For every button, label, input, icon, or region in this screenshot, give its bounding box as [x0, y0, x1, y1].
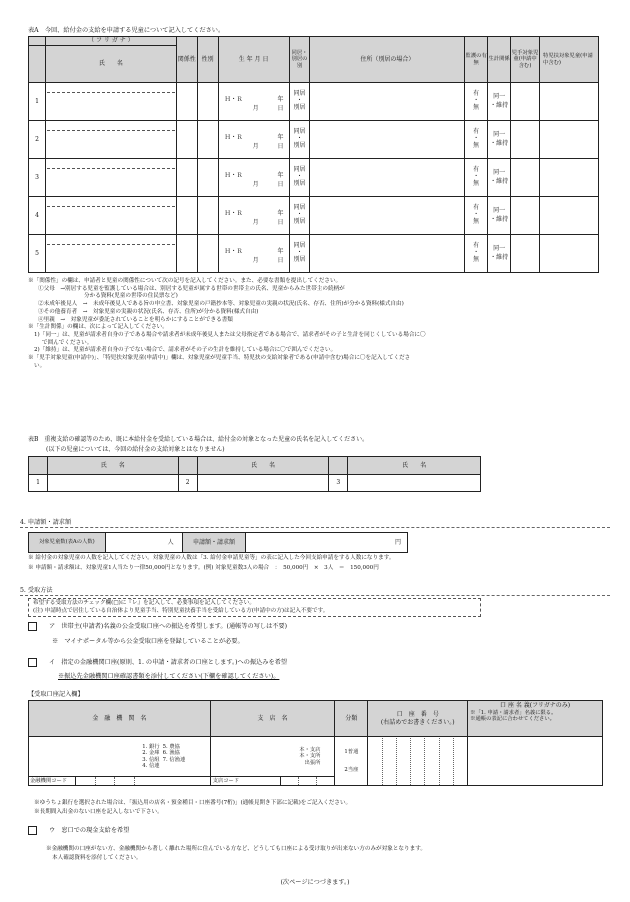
branch-code-field[interactable] [280, 777, 335, 786]
birth-cell[interactable] [218, 197, 289, 235]
child-name-cell[interactable] [45, 83, 176, 121]
year-label: 年 [277, 172, 284, 179]
cohab-same[interactable]: 同居 [293, 204, 306, 212]
account-title: 【受取口座記入欄】 [28, 691, 84, 698]
custody-no[interactable]: 無 [473, 141, 480, 149]
birth-header: 生 年 月 日 [218, 37, 289, 83]
year-label: 年 [277, 96, 284, 103]
livelihood-cell[interactable] [488, 83, 511, 121]
option-u-label: ウ 窓口での現金支給を希望 [48, 827, 130, 834]
note-line: ※「関係性」の欄は、申請者と児童の関係性について次の記号を記入してください。また、必要な書類を提出してください。 [28, 278, 342, 284]
person-unit: 人 [167, 538, 174, 546]
child-allowance-cell[interactable] [511, 159, 540, 197]
acct-type-current[interactable]: 2当座 [344, 767, 359, 773]
cohab-cell[interactable] [289, 121, 310, 159]
amount-label: 申請額・請求額 [182, 533, 246, 553]
cohab-separate[interactable]: 別居 [293, 103, 306, 111]
holder-note: ※「1. 申請・請求者」名義に限る。 [470, 709, 557, 716]
child-name-cell[interactable] [45, 159, 176, 197]
era-label: Ｈ・Ｒ [224, 96, 243, 103]
holder-header: 口 座 名 義(フリガナのみ) [500, 702, 571, 709]
table-a-row [29, 121, 599, 159]
month-label: 月 [252, 105, 259, 112]
child-allowance-header: 児手対象児童(申請中含む) [511, 37, 540, 83]
table-b-subtitle: (以下の児童については、今回の給付金の支給対象とはなりません) [46, 446, 225, 453]
cohab-cell[interactable] [289, 197, 310, 235]
birth-cell[interactable] [218, 83, 289, 121]
bank-type-shinkin[interactable]: 2. 金庫 [142, 750, 160, 757]
option-u [28, 826, 129, 835]
livelihood-same[interactable]: 同一 [493, 131, 506, 139]
custody-no[interactable]: 無 [473, 179, 480, 187]
custody-cell[interactable] [465, 235, 488, 273]
day-label: 日 [277, 181, 284, 188]
birth-cell[interactable] [218, 159, 289, 197]
year-label: 年 [277, 210, 284, 217]
note-line: 1)「同一」は、児童が請求者自身の子である場合や請求者が未成年後見人または父母指定者である場合で、請求者がその子と生計を同じくしている場合に〇 [34, 332, 426, 339]
account-table [28, 700, 603, 786]
instruction-line: (注) 申請時点で居住している自治体より児童手当、特別児童扶養手当を受給している方(申請中の方)は記入不要です。 [33, 607, 329, 614]
month-label: 月 [252, 181, 259, 188]
cohab-dot: ・ [296, 135, 303, 143]
sex-header: 性別 [197, 37, 218, 83]
day-label: 日 [277, 219, 284, 226]
notes-a [28, 278, 608, 371]
address-cell[interactable] [310, 121, 465, 159]
year-label: 年 [277, 134, 284, 141]
note-line: ①父母 →別居する児童を監護している場合は、別居する児童が属する世帯の世帯主の氏名、児童からみた世帯主の続柄が [38, 285, 345, 292]
table-a-row [29, 83, 599, 121]
branch-type-office[interactable]: 本・支所 [299, 753, 321, 760]
note-line: 分かる資料(児童の世帯の住民票など) [84, 293, 178, 300]
bank-type-gyokyo[interactable]: 6. 漁協 [162, 750, 180, 757]
note-line: ※「生計関係」の欄は、次によって記入してください。 [28, 324, 168, 331]
livelihood-same[interactable]: 同一 [493, 93, 506, 101]
custody-yes[interactable]: 有 [473, 128, 480, 136]
number-sub: (右詰めでお書きください。) [380, 718, 455, 726]
note-line: ④里親 → 対象児童が委託されていることを明らかにすることができる書類 [38, 316, 233, 323]
day-label: 日 [277, 143, 284, 150]
bank-type-shingyoren[interactable]: 7. 信漁連 [162, 756, 186, 763]
special-allowance-header: 特児扶対象児童(申請中含む) [540, 37, 599, 83]
long-inactive-note: ※長期間入出金のない口座を記入しないで下さい。 [34, 809, 163, 815]
table-b-num: 3 [329, 475, 348, 492]
custody-cell[interactable] [465, 121, 488, 159]
bank-header: 金 融 機 関 名 [29, 701, 211, 737]
child-allowance-cell[interactable] [511, 121, 540, 159]
amount-field[interactable] [246, 533, 408, 553]
section5-instructions [28, 598, 481, 617]
cohab-cell[interactable] [289, 235, 310, 273]
address-header: 住所（別居の場合） [310, 37, 465, 83]
cohab-separate[interactable]: 別居 [293, 255, 306, 263]
sex-cell[interactable] [197, 197, 218, 235]
era-label: Ｈ・Ｒ [224, 134, 243, 141]
option-a [28, 622, 287, 631]
instruction-line: 希望する受取方法のチェック欄(□)に『レ』を記入して、必要事項を記入してください。 [33, 600, 255, 606]
note-line: 2)「維持」は、児童が請求者自身の子でない場合で、請求者がその子の生計を維持している場合に〇で囲んでください。 [34, 347, 337, 354]
child-allowance-cell[interactable] [511, 235, 540, 273]
table-b-name-cell[interactable] [197, 475, 329, 492]
option-a-note: ※ マイナポータル等から公金受取口座を登録していることが必要。 [52, 638, 244, 645]
custody-dot: ・ [473, 249, 480, 257]
table-b-header: 氏 名 [348, 457, 481, 475]
note-line: で囲んでください。 [42, 339, 93, 346]
note-line: ②未成年後見人 → 未成年後見人である旨の申立書、対象児童の戸籍抄本等、対象児童の実親の状況(氏名、存否、住所)が分かる資料(様式自由) [38, 301, 404, 308]
relation-cell[interactable] [176, 121, 197, 159]
child-name-cell[interactable] [45, 121, 176, 159]
bank-name-field[interactable] [29, 737, 143, 777]
table-b-name-cell[interactable] [348, 475, 481, 492]
table-b [28, 456, 481, 492]
holder-name-field[interactable] [468, 737, 603, 786]
bank-type-nokyo[interactable]: 5. 農協 [162, 743, 180, 750]
custody-no[interactable]: 無 [473, 217, 480, 225]
cohab-same[interactable]: 同居 [293, 90, 306, 98]
branch-code-label: 支店コード [210, 777, 280, 786]
cohab-separate[interactable]: 別居 [293, 217, 306, 225]
row-number: 2 [29, 121, 46, 159]
section4-note2: ※ 申請額・請求額は、対象児童1人当たり一律50,000円となります。(例) 対象児童数3人の場合 ： 50,000円 × 3人 ＝ 150,000円 [28, 565, 379, 571]
relation-header: 関係性 [176, 37, 197, 83]
livelihood-maintain[interactable]: ・維持 [490, 177, 509, 185]
furigana-field[interactable] [47, 235, 175, 245]
footer-continued: (次ページにつづきます。) [280, 879, 350, 886]
table-a-row [29, 159, 599, 197]
livelihood-maintain[interactable]: ・維持 [490, 101, 509, 109]
cohab-dot: ・ [296, 173, 303, 181]
child-allowance-cell[interactable] [511, 197, 540, 235]
account-number-field[interactable] [368, 737, 468, 786]
address-cell[interactable] [310, 159, 465, 197]
table-b-header: 氏 名 [47, 457, 178, 475]
option-u-checkbox[interactable] [28, 826, 37, 835]
livelihood-cell[interactable] [488, 197, 511, 235]
bank-code-label: 金融機関コード [29, 777, 76, 786]
acct-type-ordinary[interactable]: 1普通 [344, 748, 359, 755]
custody-yes[interactable]: 有 [473, 204, 480, 212]
bank-type-shinkumi[interactable]: 3. 信組 [142, 756, 160, 763]
cohab-same[interactable]: 同居 [293, 166, 306, 174]
sex-cell[interactable] [197, 83, 218, 121]
custody-yes[interactable]: 有 [473, 90, 480, 98]
cohab-same[interactable]: 同居 [293, 242, 306, 250]
branch-type-main[interactable]: 本・支店 [299, 746, 321, 753]
relation-cell[interactable] [176, 83, 197, 121]
custody-no[interactable]: 無 [473, 255, 480, 263]
table-b-title: 表B 重複支給の確認等のため、既に本給付金を受給している場合は、給付金の対象となった児童の氏名を記入してください。 [28, 436, 369, 443]
special-allowance-cell[interactable] [540, 83, 599, 121]
child-count-field[interactable] [105, 533, 182, 553]
table-a [28, 36, 599, 273]
option-u-note2: 本人確認資料を添付してください。 [52, 855, 142, 861]
livelihood-same[interactable]: 同一 [493, 207, 506, 215]
table-a-row [29, 197, 599, 235]
option-i [28, 658, 287, 667]
amount-table [28, 532, 408, 553]
month-label: 月 [252, 219, 259, 226]
custody-dot: ・ [473, 97, 480, 105]
row-number: 4 [29, 197, 46, 235]
livelihood-maintain[interactable]: ・維持 [490, 139, 509, 147]
special-allowance-cell[interactable] [540, 235, 599, 273]
row-number: 3 [29, 159, 46, 197]
row-number: 1 [29, 83, 46, 121]
month-label: 月 [252, 143, 259, 150]
branch-type-outpost[interactable]: 出張所 [304, 759, 321, 766]
section4-title: 4. 申請額・請求額 [20, 519, 72, 526]
type-header: 分類 [335, 701, 368, 737]
era-label: Ｈ・Ｒ [224, 210, 243, 217]
table-b-num: 1 [29, 475, 48, 492]
special-allowance-cell[interactable] [540, 121, 599, 159]
row-number: 5 [29, 235, 46, 273]
option-u-note1: ※金融機関の口座がない方、金融機関から著しく離れた場所に住んでいる方など、どうしても口座による受け取りが出来ない方のみが対象となります。 [46, 846, 426, 852]
year-label: 年 [277, 248, 284, 255]
livelihood-cell[interactable] [488, 159, 511, 197]
furigana-field[interactable] [47, 121, 175, 131]
cohab-dot: ・ [296, 211, 303, 219]
birth-cell[interactable] [218, 235, 289, 273]
furigana-field[interactable] [47, 83, 175, 93]
section5-title: 5. 受取方法 [20, 587, 53, 594]
livelihood-header: 生計関係 [488, 37, 511, 83]
bank-type-shinren[interactable]: 4. 信連 [142, 762, 160, 769]
child-name-cell[interactable] [45, 197, 176, 235]
bank-code-field[interactable] [75, 777, 210, 786]
option-i-note: ※振込先金融機関口座確認書類を添付してください(下欄を確認してください)。 [58, 673, 280, 680]
livelihood-maintain[interactable]: ・維持 [490, 253, 509, 261]
option-i-checkbox[interactable] [28, 658, 37, 667]
child-count-label: 対象児童数(表Aの人数) [29, 533, 106, 553]
table-a-row [29, 235, 599, 273]
month-label: 月 [252, 257, 259, 264]
holder-note2: ※通帳の表記に合わせてください。 [470, 715, 555, 722]
address-cell[interactable] [310, 197, 465, 235]
table-a-title: 表A 今回、給付金の支給を申請する児童について記入してください。 [28, 27, 225, 34]
era-label: Ｈ・Ｒ [224, 248, 243, 255]
note-line: ③その他養育者 → 対象児童の実親の状況(氏名、存否、住所)が分かる資料(様式自由) [38, 308, 259, 315]
cohab-cell[interactable] [289, 159, 310, 197]
day-label: 日 [277, 105, 284, 112]
table-b-num: 2 [178, 475, 197, 492]
option-a-checkbox[interactable] [28, 622, 37, 631]
section4-divider [20, 527, 610, 528]
address-cell[interactable] [310, 83, 465, 121]
relation-cell[interactable] [176, 197, 197, 235]
livelihood-same[interactable]: 同一 [493, 245, 506, 253]
cohab-same[interactable]: 同居 [293, 128, 306, 136]
option-i-label: イ 指定の金融機関口座(原則、1. の申請・請求者の口座とします。)への振込みを希望 [48, 659, 288, 666]
special-allowance-cell[interactable] [540, 159, 599, 197]
custody-dot: ・ [473, 173, 480, 181]
custody-cell[interactable] [465, 159, 488, 197]
custody-header: 監護の有無 [465, 37, 488, 83]
branch-header: 支 店 名 [210, 701, 335, 737]
era-label: Ｈ・Ｒ [224, 172, 243, 179]
bank-type-bank[interactable]: 1. 銀行 [142, 743, 160, 750]
custody-dot: ・ [473, 211, 480, 219]
cohab-dot: ・ [296, 249, 303, 257]
livelihood-same[interactable]: 同一 [493, 169, 506, 177]
note-line: ※「児手対象児童(申請中)」、「特児扶対象児童(申請中)」欄は、対象児童が児童手当、特児扶の支給対象者である(申請中含む)場合に〇を記入してくださ [28, 355, 411, 362]
custody-yes[interactable]: 有 [473, 166, 480, 174]
table-b-header: 氏 名 [197, 457, 329, 475]
birth-cell[interactable] [218, 121, 289, 159]
custody-cell[interactable] [465, 83, 488, 121]
sex-cell[interactable] [197, 235, 218, 273]
yucho-note: ※ゆうちょ銀行を選択された場合は、「振込用の店名・預金種目・口座番号(7桁)」(通帳見開き下部に記載)をご記入ください。 [34, 800, 352, 806]
sex-cell[interactable] [197, 159, 218, 197]
sex-cell[interactable] [197, 121, 218, 159]
name-header: 氏 名 [45, 46, 176, 83]
furigana-header: （ フ リ ガ ナ ） [45, 37, 176, 46]
cohab-header: 同居・別居の別 [289, 37, 310, 83]
section5-divider [20, 595, 610, 596]
cohab-dot: ・ [296, 97, 303, 105]
cohab-separate[interactable]: 別居 [293, 179, 306, 187]
cohab-separate[interactable]: 別居 [293, 141, 306, 149]
number-header: 口 座 番 号 [396, 711, 439, 718]
livelihood-cell[interactable] [488, 121, 511, 159]
note-line: い。 [34, 362, 46, 369]
custody-yes[interactable]: 有 [473, 242, 480, 250]
relation-cell[interactable] [176, 159, 197, 197]
child-allowance-cell[interactable] [511, 83, 540, 121]
custody-cell[interactable] [465, 197, 488, 235]
furigana-field[interactable] [47, 197, 175, 207]
table-b-name-cell[interactable] [47, 475, 178, 492]
special-allowance-cell[interactable] [540, 197, 599, 235]
custody-no[interactable]: 無 [473, 103, 480, 111]
day-label: 日 [277, 257, 284, 264]
cohab-cell[interactable] [289, 83, 310, 121]
option-a-label: ア 世帯主(申請者)名義の公金受取口座への振込を希望します。(通帳等の写しは不要) [48, 623, 288, 630]
livelihood-maintain[interactable]: ・維持 [490, 215, 509, 223]
livelihood-cell[interactable] [488, 235, 511, 273]
custody-dot: ・ [473, 135, 480, 143]
child-name-cell[interactable] [45, 235, 176, 273]
section4-note1: ※ 給付金の対象児童の人数を記入してください。対象児童の人数は「3. 給付金申請児童等」の表に記入した今回支給申請をする人数になります。 [28, 555, 395, 561]
relation-cell[interactable] [176, 235, 197, 273]
address-cell[interactable] [310, 235, 465, 273]
furigana-field[interactable] [47, 159, 175, 169]
yen-unit: 円 [394, 538, 401, 546]
